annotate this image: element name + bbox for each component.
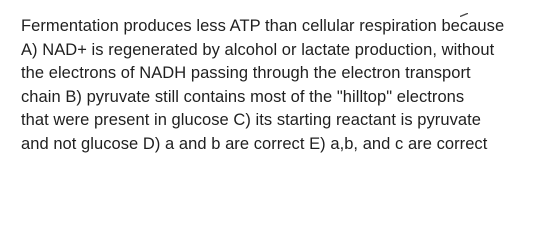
question-line: chain B) pyruvate still contains most of the "hilltop" electrons — [21, 87, 465, 106]
question-line: and not glucose D) a and b are correct E) a,b, and c are correct — [21, 134, 488, 153]
question-line: A) NAD+ is regenerated by alcohol or lactate production, without — [21, 40, 495, 59]
question-line: the electrons of NADH passing through the electron transport — [21, 64, 471, 83]
question-line: that were present in glucose C) its starting reactant is pyruvate — [21, 111, 481, 130]
question-line: Fermentation produces less ATP than cellular respiration because — [21, 17, 505, 35]
question-text — [21, 15, 551, 157]
